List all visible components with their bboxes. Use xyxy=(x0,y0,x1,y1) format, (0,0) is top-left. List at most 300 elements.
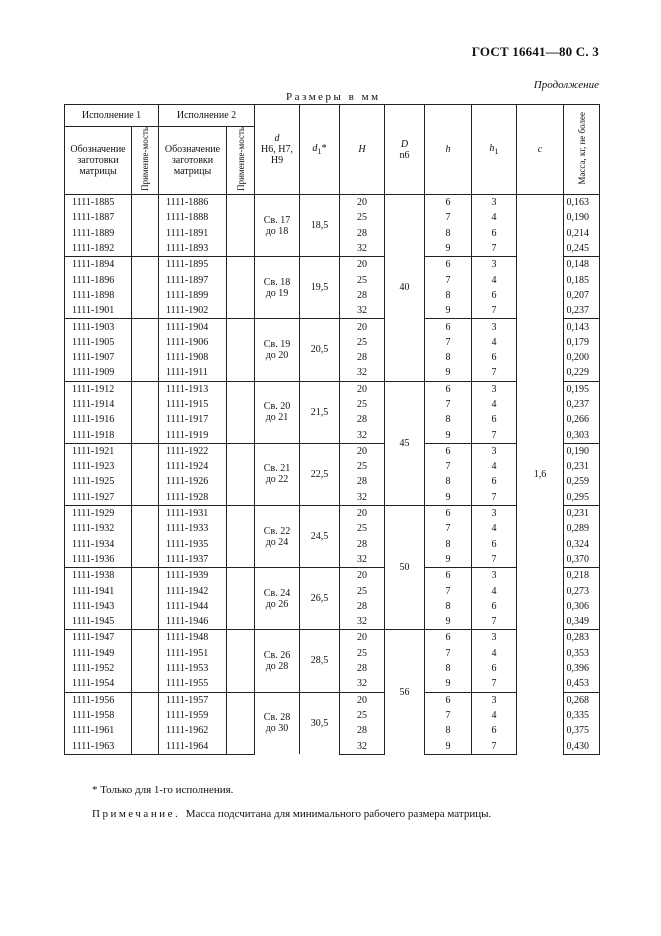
d1-cell: 28,5 xyxy=(300,630,340,692)
designation-2-cell: 1111-1895 xyxy=(159,257,227,273)
h1-cell: 4 xyxy=(472,583,517,598)
designation-2-cell: 1111-1906 xyxy=(159,335,227,350)
h-cell: 6 xyxy=(425,257,472,273)
note xyxy=(92,808,491,820)
h1-cell: 4 xyxy=(472,335,517,350)
H-cell: 25 xyxy=(340,521,385,536)
applicability-2-cell xyxy=(227,443,255,459)
applicability-2-cell xyxy=(227,241,255,257)
applicability-1-cell xyxy=(132,381,159,397)
H-cell: 28 xyxy=(340,226,385,241)
designation-2-cell: 1111-1926 xyxy=(159,474,227,489)
designation-1-cell: 1111-1956 xyxy=(65,692,132,708)
h1-cell: 4 xyxy=(472,646,517,661)
mass-cell: 0,273 xyxy=(564,583,600,598)
h1-cell: 7 xyxy=(472,365,517,381)
h1-cell: 3 xyxy=(472,692,517,708)
designation-1-cell: 1111-1934 xyxy=(65,537,132,552)
d-range-text: до 21 xyxy=(265,412,289,424)
execution-2-header: Исполнение 2 xyxy=(159,105,255,127)
designation-1-cell: 1111-1947 xyxy=(65,630,132,646)
d1-cell: 22,5 xyxy=(300,443,340,505)
applicability-2-cell xyxy=(227,226,255,241)
designation-2-cell: 1111-1915 xyxy=(159,397,227,412)
designation-2-cell: 1111-1902 xyxy=(159,303,227,319)
h-cell: 6 xyxy=(425,381,472,397)
H-cell: 28 xyxy=(340,537,385,552)
h-cell: 8 xyxy=(425,474,472,489)
applicability-1-cell xyxy=(132,599,159,614)
designation-2-cell: 1111-1942 xyxy=(159,583,227,598)
col-D-header: D n6 xyxy=(385,105,425,195)
H-cell: 32 xyxy=(340,614,385,630)
designation-1-cell: 1111-1894 xyxy=(65,257,132,273)
designation-1-cell: 1111-1921 xyxy=(65,443,132,459)
mass-cell: 0,266 xyxy=(564,412,600,427)
d1-cell: 21,5 xyxy=(300,381,340,443)
applicability-2-cell xyxy=(227,319,255,335)
mass-cell: 0,200 xyxy=(564,350,600,365)
mass-cell: 0,148 xyxy=(564,257,600,273)
applicability-1-cell xyxy=(132,630,159,646)
applicability-1-cell xyxy=(132,303,159,319)
designation-1-cell: 1111-1949 xyxy=(65,646,132,661)
h-cell: 7 xyxy=(425,521,472,536)
applicability-2-cell xyxy=(227,692,255,708)
designation-1-cell: 1111-1914 xyxy=(65,397,132,412)
designation-1-cell: 1111-1907 xyxy=(65,350,132,365)
applicability-2-cell xyxy=(227,474,255,489)
mass-cell: 0,289 xyxy=(564,521,600,536)
H-cell: 20 xyxy=(340,630,385,646)
designation-1-cell: 1111-1898 xyxy=(65,288,132,303)
mass-cell: 0,207 xyxy=(564,288,600,303)
mass-cell: 0,237 xyxy=(564,397,600,412)
d1-cell: 26,5 xyxy=(300,568,340,630)
applicability-2-cell xyxy=(227,303,255,319)
d1-cell: 30,5 xyxy=(300,692,340,754)
d-range-cell xyxy=(255,381,300,443)
H-cell: 25 xyxy=(340,397,385,412)
H-cell: 20 xyxy=(340,319,385,335)
H-cell: 28 xyxy=(340,350,385,365)
applicability-2-cell xyxy=(227,676,255,692)
applicability-1-cell xyxy=(132,195,159,211)
d-range-text: Св. 26 xyxy=(263,649,291,661)
h1-cell: 4 xyxy=(472,272,517,287)
h1-cell: 6 xyxy=(472,599,517,614)
c-cell: 1,6 xyxy=(517,195,564,755)
mass-cell: 0,245 xyxy=(564,241,600,257)
designation-2-cell: 1111-1919 xyxy=(159,427,227,443)
d-range-text: Св. 17 xyxy=(263,214,291,226)
col-d1-header: $d_1*$ xyxy=(300,105,340,195)
d-range-text: Св. 24 xyxy=(263,587,291,599)
h1-cell: 3 xyxy=(472,257,517,273)
h-cell: 6 xyxy=(425,568,472,584)
applicability-1-cell xyxy=(132,459,159,474)
applicability-2-cell xyxy=(227,381,255,397)
designation-2-cell: 1111-1939 xyxy=(159,568,227,584)
H-cell: 25 xyxy=(340,708,385,723)
h-cell: 7 xyxy=(425,397,472,412)
designation-2-cell: 1111-1886 xyxy=(159,195,227,211)
h1-cell: 7 xyxy=(472,490,517,506)
applicability-2-cell xyxy=(227,708,255,723)
designation-1-cell: 1111-1887 xyxy=(65,210,132,225)
col-d-header: d Н6, Н7, Н9 xyxy=(255,105,300,195)
d-range-text: Св. 28 xyxy=(263,712,291,724)
H-cell: 28 xyxy=(340,599,385,614)
designation-1-cell: 1111-1938 xyxy=(65,568,132,584)
h1-cell: 7 xyxy=(472,303,517,319)
designation-1-cell: 1111-1958 xyxy=(65,708,132,723)
applicability-1-cell xyxy=(132,474,159,489)
h1-cell: 4 xyxy=(472,397,517,412)
h-cell: 8 xyxy=(425,412,472,427)
applicability-1-cell xyxy=(132,427,159,443)
applicability-1-cell xyxy=(132,676,159,692)
h-cell: 7 xyxy=(425,272,472,287)
h-cell: 9 xyxy=(425,676,472,692)
h-cell: 7 xyxy=(425,708,472,723)
designation-1-cell: 1111-1912 xyxy=(65,381,132,397)
applicability-2-cell xyxy=(227,521,255,536)
h1-cell: 3 xyxy=(472,505,517,521)
h1-cell: 6 xyxy=(472,537,517,552)
H-cell: 25 xyxy=(340,459,385,474)
h-cell: 9 xyxy=(425,241,472,257)
applicability-2-cell xyxy=(227,583,255,598)
H-cell: 25 xyxy=(340,646,385,661)
designation-2-cell: 1111-1944 xyxy=(159,599,227,614)
d-range-text: до 22 xyxy=(265,474,289,486)
applicability-2-cell xyxy=(227,646,255,661)
h-cell: 6 xyxy=(425,195,472,211)
h1-cell: 6 xyxy=(472,412,517,427)
applicability-2-cell xyxy=(227,630,255,646)
h1-cell: 6 xyxy=(472,350,517,365)
mass-cell: 0,190 xyxy=(564,443,600,459)
designation-2-cell: 1111-1946 xyxy=(159,614,227,630)
designation-1-cell: 1111-1952 xyxy=(65,661,132,676)
h1-cell: 7 xyxy=(472,241,517,257)
applicability-1-cell xyxy=(132,568,159,584)
d-range-text: до 19 xyxy=(265,287,289,299)
designation-1-cell: 1111-1945 xyxy=(65,614,132,630)
designation-1-cell: 1111-1889 xyxy=(65,226,132,241)
H-cell: 20 xyxy=(340,195,385,211)
mass-cell: 0,218 xyxy=(564,568,600,584)
d-range-text: Св. 22 xyxy=(263,525,291,537)
designation-2-cell: 1111-1931 xyxy=(159,505,227,521)
h1-cell: 3 xyxy=(472,443,517,459)
applicability-1-cell xyxy=(132,335,159,350)
applicability-1-cell xyxy=(132,552,159,568)
applicability-2-cell xyxy=(227,537,255,552)
applicability-2-cell xyxy=(227,365,255,381)
designation-2-cell: 1111-1893 xyxy=(159,241,227,257)
h-cell: 9 xyxy=(425,552,472,568)
H-cell: 32 xyxy=(340,738,385,754)
applicability-1-cell xyxy=(132,241,159,257)
designation-2-cell: 1111-1937 xyxy=(159,552,227,568)
d-range-text: до 28 xyxy=(265,660,289,672)
designation-2-cell: 1111-1953 xyxy=(159,661,227,676)
h-cell: 6 xyxy=(425,505,472,521)
designation-1-cell: 1111-1909 xyxy=(65,365,132,381)
designation-2-cell: 1111-1957 xyxy=(159,692,227,708)
h-cell: 8 xyxy=(425,661,472,676)
designation-1-cell: 1111-1903 xyxy=(65,319,132,335)
h1-cell: 6 xyxy=(472,226,517,241)
H-cell: 32 xyxy=(340,427,385,443)
applicability-1-cell xyxy=(132,257,159,273)
col-H-header: H xyxy=(340,105,385,195)
h1-cell: 7 xyxy=(472,552,517,568)
H-cell: 20 xyxy=(340,568,385,584)
designation-2-cell: 1111-1955 xyxy=(159,676,227,692)
continuation-label: Продолжение xyxy=(533,79,599,91)
applicability-2-cell xyxy=(227,738,255,754)
H-cell: 32 xyxy=(340,552,385,568)
D-cell: 40 xyxy=(385,195,425,382)
designation-1-cell: 1111-1916 xyxy=(65,412,132,427)
designation-2-cell: 1111-1964 xyxy=(159,738,227,754)
H-cell: 20 xyxy=(340,381,385,397)
applicability-2-cell xyxy=(227,195,255,211)
h1-cell: 4 xyxy=(472,459,517,474)
designation-2-cell: 1111-1959 xyxy=(159,708,227,723)
h1-cell: 3 xyxy=(472,568,517,584)
d-range-text: до 20 xyxy=(265,349,289,361)
h1-cell: 4 xyxy=(472,708,517,723)
applicability-2-cell xyxy=(227,257,255,273)
H-cell: 20 xyxy=(340,505,385,521)
H-cell: 28 xyxy=(340,661,385,676)
designation-2-cell: 1111-1924 xyxy=(159,459,227,474)
mass-cell: 0,353 xyxy=(564,646,600,661)
d1-cell: 24,5 xyxy=(300,505,340,567)
h-cell: 9 xyxy=(425,490,472,506)
d-range-text: до 30 xyxy=(265,723,289,735)
designation-2-cell: 1111-1897 xyxy=(159,272,227,287)
h1-cell: 3 xyxy=(472,319,517,335)
applicability-1-cell xyxy=(132,412,159,427)
h-cell: 6 xyxy=(425,319,472,335)
applicability-2-cell xyxy=(227,568,255,584)
mass-cell: 0,195 xyxy=(564,381,600,397)
h-cell: 8 xyxy=(425,288,472,303)
applicability-1-cell xyxy=(132,226,159,241)
designation-1-cell: 1111-1932 xyxy=(65,521,132,536)
applicability-1-cell xyxy=(132,365,159,381)
h-cell: 9 xyxy=(425,738,472,754)
H-cell: 28 xyxy=(340,474,385,489)
h1-cell: 7 xyxy=(472,738,517,754)
h1-cell: 3 xyxy=(472,381,517,397)
d-range-cell xyxy=(255,692,300,754)
h-cell: 7 xyxy=(425,210,472,225)
applicability-2-cell xyxy=(227,412,255,427)
applicability-2-cell xyxy=(227,210,255,225)
applicability-1-cell xyxy=(132,738,159,754)
mass-cell: 0,163 xyxy=(564,195,600,211)
mass-cell: 0,349 xyxy=(564,614,600,630)
h-cell: 8 xyxy=(425,226,472,241)
applicability-2-cell xyxy=(227,661,255,676)
d-range-text: Св. 18 xyxy=(263,276,291,288)
designation-1-cell: 1111-1941 xyxy=(65,583,132,598)
designation-1-cell: 1111-1961 xyxy=(65,723,132,738)
d-range-cell xyxy=(255,319,300,381)
applicability-1-cell xyxy=(132,521,159,536)
mass-cell: 0,268 xyxy=(564,692,600,708)
mass-cell: 0,185 xyxy=(564,272,600,287)
d-range-cell xyxy=(255,257,300,319)
h1-cell: 3 xyxy=(472,195,517,211)
designation-1-header: Обозначение заготовки матрицы xyxy=(65,127,132,195)
h-cell: 6 xyxy=(425,630,472,646)
d-range-text: Св. 19 xyxy=(263,338,291,350)
H-cell: 25 xyxy=(340,210,385,225)
applicability-1-cell xyxy=(132,272,159,287)
designation-2-cell: 1111-1904 xyxy=(159,319,227,335)
designation-1-cell: 1111-1923 xyxy=(65,459,132,474)
H-cell: 28 xyxy=(340,412,385,427)
table-body xyxy=(65,195,600,755)
H-cell: 32 xyxy=(340,241,385,257)
H-cell: 32 xyxy=(340,490,385,506)
applicability-2-cell xyxy=(227,599,255,614)
applicability-2-cell xyxy=(227,614,255,630)
designation-1-cell: 1111-1936 xyxy=(65,552,132,568)
mass-cell: 0,295 xyxy=(564,490,600,506)
h-cell: 9 xyxy=(425,614,472,630)
h1-cell: 6 xyxy=(472,723,517,738)
mass-cell: 0,306 xyxy=(564,599,600,614)
designation-2-cell: 1111-1911 xyxy=(159,365,227,381)
H-cell: 32 xyxy=(340,676,385,692)
h-cell: 8 xyxy=(425,350,472,365)
H-cell: 20 xyxy=(340,692,385,708)
footnote: * Только для 1-го исполнения. xyxy=(92,784,234,796)
designation-1-cell: 1111-1918 xyxy=(65,427,132,443)
d-range-cell xyxy=(255,195,300,257)
d1-cell: 18,5 xyxy=(300,195,340,257)
h-cell: 7 xyxy=(425,646,472,661)
designation-2-cell: 1111-1888 xyxy=(159,210,227,225)
designation-2-cell: 1111-1933 xyxy=(159,521,227,536)
h1-cell: 4 xyxy=(472,521,517,536)
designation-1-cell: 1111-1892 xyxy=(65,241,132,257)
applicability-1-cell xyxy=(132,646,159,661)
applicability-1-cell xyxy=(132,583,159,598)
h1-cell: 3 xyxy=(472,630,517,646)
h1-cell: 6 xyxy=(472,288,517,303)
designation-1-cell: 1111-1929 xyxy=(65,505,132,521)
applicability-2-cell xyxy=(227,490,255,506)
dimensions-caption: Размеры в мм xyxy=(286,91,381,103)
applicability-2-cell xyxy=(227,723,255,738)
mass-cell: 0,190 xyxy=(564,210,600,225)
applicability-2-cell xyxy=(227,350,255,365)
mass-cell: 0,229 xyxy=(564,365,600,381)
d-range-text: до 26 xyxy=(265,598,289,610)
mass-cell: 0,303 xyxy=(564,427,600,443)
mass-cell: 0,335 xyxy=(564,708,600,723)
D-cell: 56 xyxy=(385,630,425,754)
d1-cell: 20,5 xyxy=(300,319,340,381)
d-range-cell xyxy=(255,568,300,630)
H-cell: 20 xyxy=(340,257,385,273)
d-range-text: Св. 21 xyxy=(263,463,291,475)
h-cell: 9 xyxy=(425,303,472,319)
designation-1-cell: 1111-1885 xyxy=(65,195,132,211)
mass-cell: 0,324 xyxy=(564,537,600,552)
H-cell: 32 xyxy=(340,365,385,381)
d-range-text: до 18 xyxy=(265,225,289,237)
designation-1-cell: 1111-1963 xyxy=(65,738,132,754)
H-cell: 25 xyxy=(340,583,385,598)
h-cell: 6 xyxy=(425,692,472,708)
h-cell: 8 xyxy=(425,537,472,552)
h1-cell: 7 xyxy=(472,676,517,692)
designation-2-cell: 1111-1913 xyxy=(159,381,227,397)
applicability-1-cell xyxy=(132,319,159,335)
mass-cell: 0,453 xyxy=(564,676,600,692)
mass-cell: 0,214 xyxy=(564,226,600,241)
h1-cell: 6 xyxy=(472,474,517,489)
h1-cell: 7 xyxy=(472,427,517,443)
designation-2-cell: 1111-1899 xyxy=(159,288,227,303)
h1-cell: 4 xyxy=(472,210,517,225)
h1-cell: 7 xyxy=(472,614,517,630)
mass-cell: 0,179 xyxy=(564,335,600,350)
applicability-1-cell xyxy=(132,723,159,738)
mass-cell: 0,283 xyxy=(564,630,600,646)
H-cell: 20 xyxy=(340,443,385,459)
designation-2-cell: 1111-1962 xyxy=(159,723,227,738)
H-cell: 25 xyxy=(340,272,385,287)
h-cell: 9 xyxy=(425,427,472,443)
mass-cell: 0,375 xyxy=(564,723,600,738)
note-text: Масса подсчитана для минимального рабочего размера матрицы. xyxy=(185,808,492,820)
applicability-1-cell xyxy=(132,692,159,708)
h-cell: 8 xyxy=(425,599,472,614)
designation-2-cell: 1111-1891 xyxy=(159,226,227,241)
h-cell: 6 xyxy=(425,443,472,459)
d-range-text: Св. 20 xyxy=(263,401,291,413)
H-cell: 25 xyxy=(340,335,385,350)
applicability-1-header: Применяе-мость xyxy=(132,127,159,195)
designation-1-cell: 1111-1901 xyxy=(65,303,132,319)
applicability-2-cell xyxy=(227,459,255,474)
applicability-2-header: Применяе-мость xyxy=(227,127,255,195)
h-cell: 7 xyxy=(425,459,472,474)
applicability-1-cell xyxy=(132,505,159,521)
col-c-header: c xyxy=(517,105,564,195)
designation-2-cell: 1111-1928 xyxy=(159,490,227,506)
H-cell: 28 xyxy=(340,723,385,738)
applicability-2-cell xyxy=(227,427,255,443)
h-cell: 9 xyxy=(425,365,472,381)
col-h-header: h xyxy=(425,105,472,195)
mass-cell: 0,237 xyxy=(564,303,600,319)
mass-cell: 0,231 xyxy=(564,459,600,474)
applicability-1-cell xyxy=(132,443,159,459)
designation-1-cell: 1111-1905 xyxy=(65,335,132,350)
